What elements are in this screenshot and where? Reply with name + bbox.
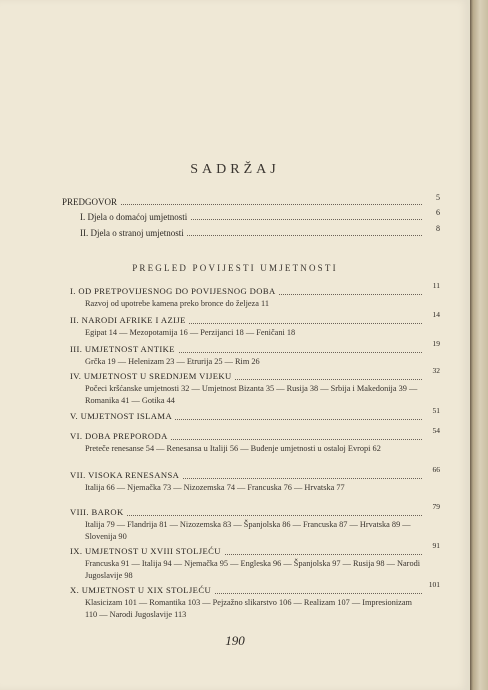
chapter-title: VIII. BAROK xyxy=(70,506,127,519)
section-heading: PREGLED POVIJESTI UMJETNOSTI xyxy=(132,263,338,273)
toc-page-number: 5 xyxy=(436,193,440,202)
chapter-title: IV. UMJETNOST U SREDNJEM VIJEKU xyxy=(70,370,235,383)
chapter-entry[interactable] xyxy=(70,580,440,621)
chapter-title: VII. VISOKA RENESANSA xyxy=(70,469,182,482)
chapter-title: VI. DOBA PREPORODA xyxy=(70,430,171,443)
chapter-title: IX. UMJETNOST U XVIII STOLJEĆU xyxy=(70,545,224,558)
toc-label: II. Djela o stranoj umjetnosti xyxy=(80,226,187,240)
chapter-contents: Francuska 91 — Italija 94 — Njemačka 95 — Engleska 96 — Španjolska 97 — Rusija 98 — Narodi Jugoslavije 98 xyxy=(85,559,421,580)
toc-page-number: 6 xyxy=(436,208,440,217)
chapter-entry[interactable] xyxy=(70,310,440,339)
chapter-page-number: 101 xyxy=(428,580,440,589)
chapter-entry[interactable] xyxy=(70,465,440,494)
chapter-entry[interactable] xyxy=(70,339,440,368)
chapter-page-number: 51 xyxy=(432,406,440,415)
chapter-title: I. OD PRETPOVIJESNOG DO POVIJESNOG DOBA xyxy=(70,285,279,298)
chapter-entry[interactable] xyxy=(70,406,440,423)
toc-row-foreign-works[interactable] xyxy=(80,226,440,240)
chapter-contents: Klasicizam 101 — Romantika 103 — Pejzažno slikarstvo 106 — Realizam 107 — Impresionizam 110 — Narodi Jugoslavije 113 xyxy=(85,598,412,619)
chapter-entry[interactable] xyxy=(70,281,440,310)
chapter-contents: Počeci kršćanske umjetnosti 32 — Umjetnost Bizanta 35 — Rusija 38 — Srbija i Makedonija 39 — Romanika 41 — Gotika 44 xyxy=(85,384,418,405)
chapter-title: III. UMJETNOST ANTIKE xyxy=(70,343,178,356)
page-number: 190 xyxy=(225,633,245,648)
chapter-title: II. NARODI AFRIKE I AZIJE xyxy=(70,314,189,327)
toc-row-preface[interactable] xyxy=(62,195,440,209)
toc-label: PREDGOVOR xyxy=(62,195,120,209)
chapter-page-number: 91 xyxy=(432,541,440,550)
chapter-contents: Preteče renesanse 54 — Renesansa u Italiji 56 — Buđenje umjetnosti u ostaloj Evropi 62 xyxy=(85,444,381,453)
page-title: SADRŽAJ xyxy=(190,162,280,177)
chapter-contents: Razvoj od upotrebe kamena preko bronce do željeza 11 xyxy=(85,299,269,308)
chapter-page-number: 32 xyxy=(432,366,440,375)
chapter-title: V. UMJETNOST ISLAMA xyxy=(70,410,175,423)
chapter-page-number: 79 xyxy=(432,502,440,511)
book-spine-edge xyxy=(470,0,488,690)
chapter-contents: Grčka 19 — Helenizam 23 — Etrurija 25 — Rim 26 xyxy=(85,357,260,366)
chapter-entry[interactable] xyxy=(70,502,440,543)
chapter-entry[interactable] xyxy=(70,426,440,455)
chapter-page-number: 14 xyxy=(432,310,440,319)
chapter-page-number: 66 xyxy=(432,465,440,474)
chapter-contents: Italija 66 — Njemačka 73 — Nizozemska 74 — Francuska 76 — Hrvatska 77 xyxy=(85,483,345,492)
toc-row-domestic-works[interactable] xyxy=(80,210,440,224)
chapter-entry[interactable] xyxy=(70,366,440,407)
chapter-title: X. UMJETNOST U XIX STOLJEĆU xyxy=(70,584,214,597)
chapter-contents: Italija 79 — Flandrija 81 — Nizozemska 83 — Španjolska 86 — Francuska 87 — Hrvatska 89 — Slovenija 90 xyxy=(85,520,411,541)
toc-label: I. Djela o domaćoj umjetnosti xyxy=(80,210,190,224)
chapter-page-number: 19 xyxy=(432,339,440,348)
chapter-page-number: 11 xyxy=(432,281,440,290)
chapter-contents: Egipat 14 — Mezopotamija 16 — Perzijanci 18 — Feničani 18 xyxy=(85,328,296,337)
chapter-page-number: 54 xyxy=(432,426,440,435)
chapter-entry[interactable] xyxy=(70,541,440,582)
toc-page-number: 8 xyxy=(436,224,440,233)
